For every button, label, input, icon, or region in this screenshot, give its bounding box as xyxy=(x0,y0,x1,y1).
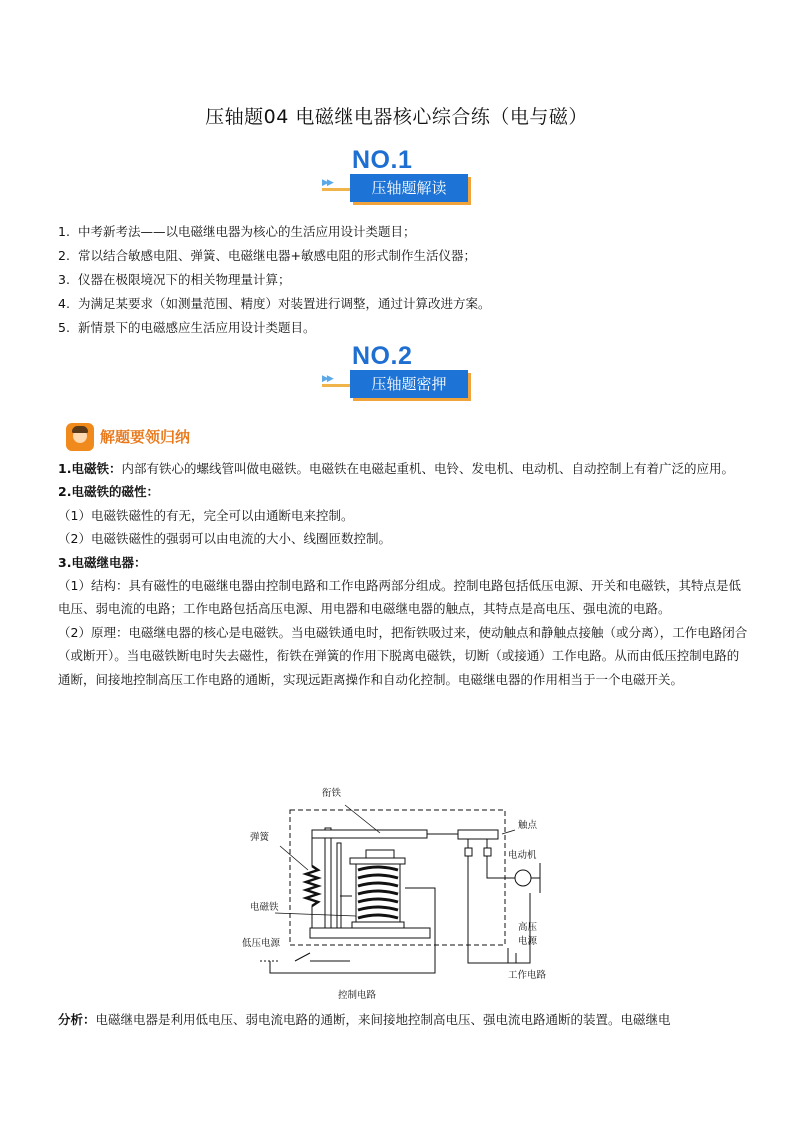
label-high-voltage-1: 高压 xyxy=(518,922,538,933)
label-spring: 弹簧 xyxy=(250,832,270,843)
label-electromagnet: 电磁铁 xyxy=(250,902,279,913)
list-item: 2. 常以结合敏感电阻、弹簧、电磁继电器+敏感电阻的形式制作生活仪器； xyxy=(58,248,476,263)
badge-number: NO.2 xyxy=(352,342,413,370)
label-control-circuit: 控制电路 xyxy=(338,990,377,1001)
paragraph: （2）电磁铁磁性的强弱可以由电流的大小、线圈匝数控制。 xyxy=(58,531,391,547)
subheading: 3.电磁继电器： xyxy=(58,554,147,570)
list-item: 3. 仪器在极限境况下的相关物理量计算； xyxy=(58,272,291,287)
teacher-avatar-icon xyxy=(66,423,94,451)
paragraph: （1）电磁铁磁性的有无，完全可以由通断电来控制。 xyxy=(58,507,354,523)
label-armature: 衔铁 xyxy=(322,788,342,799)
label-high-voltage-2: 电源 xyxy=(518,936,538,947)
analysis-paragraph: 分析：电磁继电器是利用低电压、弱电流电路的通断，来间接地控制高电压、强电流电路通断的装置。电磁继电 xyxy=(58,1012,671,1027)
badge-label: 压轴题解读 xyxy=(350,174,468,202)
badge-accent-line xyxy=(322,384,352,387)
list-item: 1. 中考新考法——以电磁继电器为核心的生活应用设计类题目； xyxy=(58,224,416,239)
label-working-circuit: 工作电路 xyxy=(508,970,547,981)
double-arrow-icon: ▶▶ xyxy=(322,374,332,384)
label-motor: 电动机 xyxy=(508,850,537,861)
badge-number: NO.1 xyxy=(352,146,413,174)
list-item: 4. 为满足某要求（如测量范围、精度）对装置进行调整，通过计算改进方案。 xyxy=(58,296,491,311)
section-badge-1 xyxy=(322,146,470,208)
double-arrow-icon: ▶▶ xyxy=(322,178,332,188)
label-contact: 触点 xyxy=(518,820,538,831)
page-title: 压轴题04 电磁继电器核心综合练（电与磁） xyxy=(205,106,588,128)
section-badge-2 xyxy=(322,342,470,404)
content-body xyxy=(58,457,748,691)
paragraph: 1.电磁铁：内部有铁心的螺线管叫做电磁铁。电磁铁在电磁起重机、电铃、发电机、电动机、自动控制上有着广泛的应用。 xyxy=(58,461,734,476)
list-item: 5. 新情景下的电磁感应生活应用设计类题目。 xyxy=(58,320,316,335)
label-low-voltage-source: 低压电源 xyxy=(242,938,281,949)
section-heading-label: 解题要领归纳 xyxy=(100,428,191,446)
badge-label: 压轴题密押 xyxy=(350,370,468,398)
badge-accent-line xyxy=(322,188,352,191)
paragraph: （2）原理：电磁继电器的核心是电磁铁。当电磁铁通电时，把衔铁吸过来，使动触点和静触点接触（或分离），工作电路闭合（或断开）。当电磁铁断电时失去磁性，衔铁在弹簧的作用下脱离电磁铁，切断（或接通）工作电路。从而由低压控制电路的通断，间接地控制高压工作电路的通断，实现远距离操作和自动化控制。电磁继电器的作用相当于一个电磁开关。 xyxy=(58,624,748,687)
paragraph: （1）结构：具有磁性的电磁继电器由控制电路和工作电路两部分组成。控制电路包括低压电源、开关和电磁铁，其特点是低电压、弱电流的电路；工作电路包括高压电源、用电器和电磁继电器的触点，其特点是高电压、强电流的电路。 xyxy=(58,578,741,617)
subheading: 2.电磁铁的磁性： xyxy=(58,484,159,500)
intro-list xyxy=(58,220,491,340)
relay-diagram xyxy=(240,778,560,1003)
